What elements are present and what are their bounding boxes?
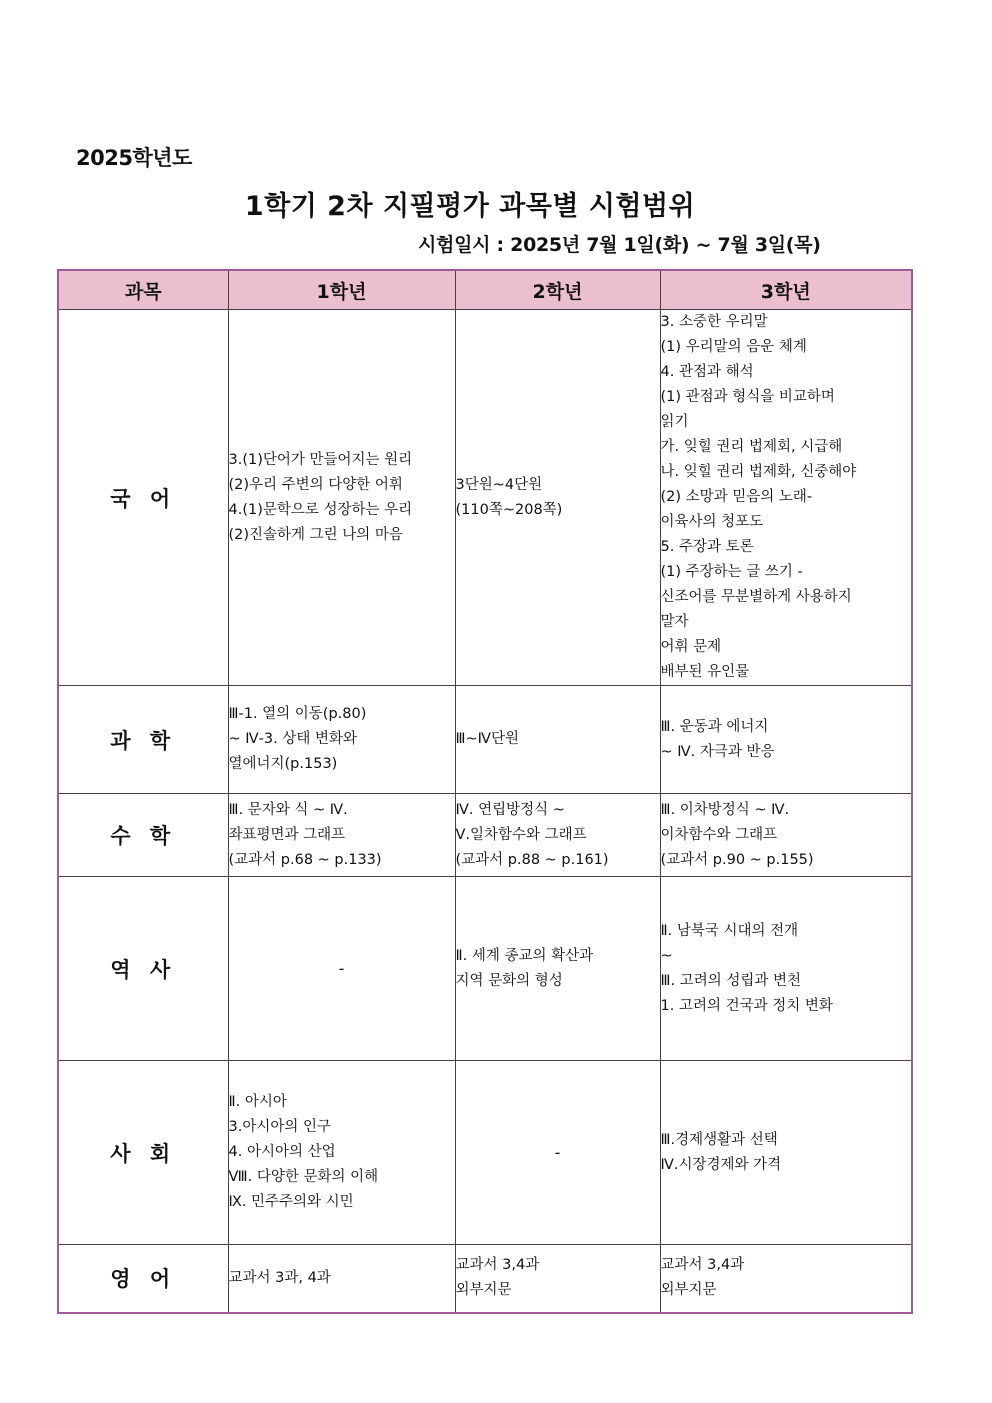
- scope-line: 좌표평면과 그래프: [228, 826, 346, 843]
- scope-line: 교과서 3,4과: [455, 1257, 540, 1274]
- scope-line: 1. 고려의 건국과 정치 변화: [660, 997, 833, 1014]
- grade1-scope: [228, 1061, 455, 1245]
- scope-line: -: [554, 1143, 561, 1162]
- scope-line: Ⅱ. 남북국 시대의 전개: [660, 922, 799, 939]
- grade2-scope: [455, 877, 660, 1061]
- scope-line: 교과서 3과, 4과: [228, 1269, 331, 1286]
- grade2-scope: [455, 1245, 660, 1313]
- page-title: 1학기 2차 지필평가 과목별 시험범위: [244, 191, 696, 222]
- scope-line: (2) 소망과 믿음의 노래-: [660, 489, 813, 505]
- grade3-scope: [660, 686, 912, 794]
- scope-line: 배부된 유인물: [660, 664, 750, 680]
- scope-line: Ⅲ. 이차방정식 ~ Ⅳ.: [660, 801, 790, 818]
- scope-line: (1) 관점과 형식을 비교하며: [660, 389, 835, 405]
- scope-line: 지역 문화의 형성: [455, 972, 563, 989]
- scope-line: 3.아시아의 인구: [228, 1119, 331, 1135]
- scope-line: (교과서 p.90 ~ p.155): [660, 851, 814, 868]
- header-grade2: 2학년: [455, 270, 660, 310]
- scope-line: Ⅲ. 고려의 성립과 변천: [660, 972, 801, 989]
- scope-line: Ⅲ. 문자와 식 ~ Ⅳ.: [228, 801, 348, 818]
- subject-korean: 국 어: [58, 310, 228, 686]
- scope-line: 신조어를 무분별하게 사용하지: [660, 589, 852, 605]
- grade2-scope: [455, 686, 660, 794]
- header-grade3: 3학년: [660, 270, 912, 310]
- scope-line: 5. 주장과 토론: [660, 539, 754, 555]
- scope-line: 이육사의 청포도: [660, 514, 764, 530]
- table-row: [58, 310, 912, 686]
- grade3-scope: [660, 310, 912, 686]
- scope-line: (110쪽~208쪽): [455, 501, 563, 518]
- scope-line: Ⅱ. 세계 종교의 확산과: [455, 947, 594, 964]
- grade2-scope: [455, 1061, 660, 1245]
- school-year: 2025학년도: [76, 146, 192, 170]
- header-subject: 과목: [58, 270, 228, 310]
- scope-line: ~ Ⅳ. 자극과 반응: [660, 743, 775, 760]
- scope-line: 말자: [660, 614, 689, 630]
- table-row: [58, 1245, 912, 1313]
- table-row: [58, 877, 912, 1061]
- scope-line: 4.(1)문학으로 성장하는 우리: [228, 501, 413, 518]
- scope-line: ~ Ⅳ-3. 상태 변화와: [228, 731, 357, 747]
- grade1-scope: [228, 310, 455, 686]
- scope-line: Ⅸ. 민주주의와 시민: [228, 1194, 354, 1210]
- table-row: [58, 794, 912, 877]
- subject-social: 사 회: [58, 1061, 228, 1245]
- grade1-scope: [228, 877, 455, 1061]
- grade3-scope: [660, 877, 912, 1061]
- scope-line: 4. 아시아의 산업: [228, 1144, 336, 1160]
- exam-date: 시험일시 : 2025년 7월 1일(화) ~ 7월 3일(목): [418, 234, 821, 256]
- scope-line: (1) 우리말의 음운 체계: [660, 339, 807, 355]
- scope-line: (2)우리 주변의 다양한 어휘: [228, 476, 403, 493]
- scope-line: Ⅲ.경제생활과 선택: [660, 1131, 778, 1148]
- header-grade1: 1학년: [228, 270, 455, 310]
- scope-line: (2)진솔하게 그린 나의 마음: [228, 526, 403, 543]
- scope-line: 어휘 문제: [660, 639, 722, 655]
- scope-line: Ⅲ~Ⅳ단원: [455, 731, 520, 747]
- scope-line: 교과서 3,4과: [660, 1257, 745, 1274]
- scope-line: (1) 주장하는 글 쓰기 -: [660, 564, 803, 580]
- scope-line: Ⅲ-1. 열의 이동(p.80): [228, 706, 367, 722]
- table-row: [58, 686, 912, 794]
- scope-line: 3. 소중한 우리말: [660, 314, 768, 330]
- scope-line: (교과서 p.68 ~ p.133): [228, 851, 382, 868]
- scope-line: 외부지문: [660, 1282, 717, 1299]
- subject-science: 과 학: [58, 686, 228, 794]
- scope-line: Ⅳ. 연립방정식 ~: [455, 801, 565, 818]
- scope-line: ~: [660, 947, 673, 964]
- grade1-scope: [228, 686, 455, 794]
- scope-line: -: [338, 959, 345, 978]
- scope-line: 3.(1)단어가 만들어지는 원리: [228, 451, 413, 468]
- table-header-row: [58, 270, 912, 310]
- grade3-scope: [660, 794, 912, 877]
- scope-line: 가. 잊힐 권리 법제회, 시급해: [660, 439, 843, 455]
- grade1-scope: [228, 794, 455, 877]
- subject-history: 역 사: [58, 877, 228, 1061]
- grade2-scope: [455, 794, 660, 877]
- scope-line: Ⅳ.시장경제와 가격: [660, 1156, 782, 1173]
- grade1-scope: [228, 1245, 455, 1313]
- exam-scope-table: [57, 269, 913, 1314]
- scope-line: 이차함수와 그래프: [660, 826, 778, 843]
- scope-line: 외부지문: [455, 1282, 512, 1299]
- scope-line: 열에너지(p.153): [228, 756, 338, 772]
- subject-english: 영 어: [58, 1245, 228, 1313]
- scope-line: Ⅴ.일차함수와 그래프: [455, 826, 587, 843]
- scope-line: Ⅲ. 운동과 에너지: [660, 718, 769, 735]
- scope-line: 4. 관점과 해석: [660, 364, 754, 380]
- scope-line: 읽기: [660, 414, 689, 430]
- scope-line: Ⅱ. 아시아: [228, 1094, 287, 1110]
- scope-line: Ⅷ. 다양한 문화의 이해: [228, 1169, 379, 1185]
- scope-line: 나. 잊힐 권리 법제화, 신중해야: [660, 464, 857, 480]
- grade3-scope: [660, 1061, 912, 1245]
- scope-line: (교과서 p.88 ~ p.161): [455, 851, 609, 868]
- grade2-scope: [455, 310, 660, 686]
- scope-line: 3단원~4단원: [455, 476, 543, 493]
- grade3-scope: [660, 1245, 912, 1313]
- subject-math: 수 학: [58, 794, 228, 877]
- table-row: [58, 1061, 912, 1245]
